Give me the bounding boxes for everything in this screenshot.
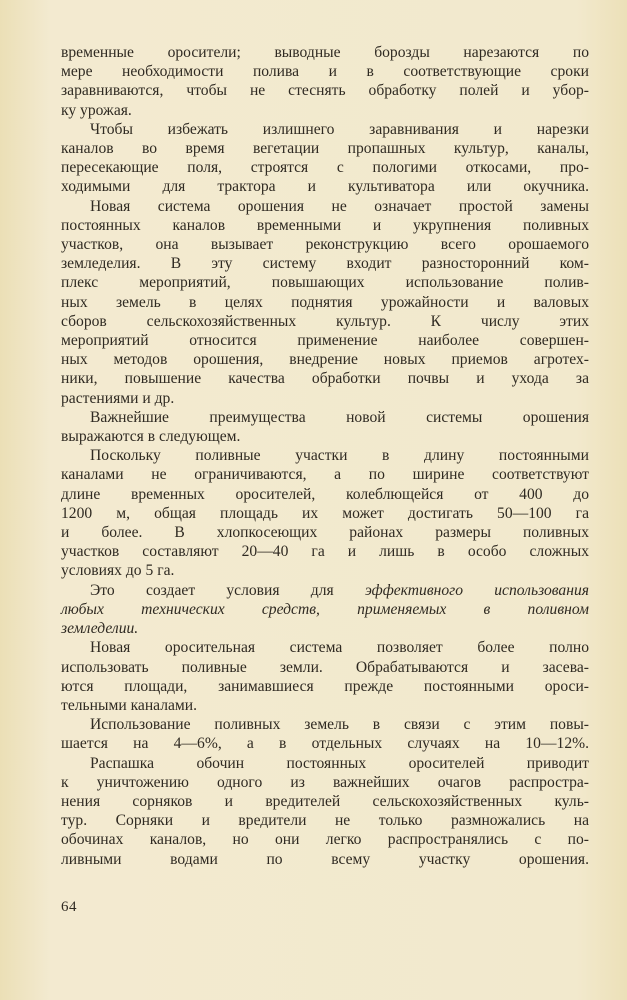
text-line: к уничтожению одного из важнейших очагов распростра- [61,773,589,791]
paragraph-efficient-use [61,581,589,639]
text-line: выражаются в следующем. [61,428,241,446]
text-line: Распашка обочин постоянных оросителей приводит [90,754,589,772]
text-line: временные оросители; выводные борозды нарезаются по [61,44,589,61]
text-line: тельными каналами. [61,696,198,714]
paragraph-increase [61,715,589,753]
text-line: плекс мероприятий, повышающих использование полив- [61,274,589,292]
text-line: сборов сельскохозяйственных культур. К числу этих [61,312,589,330]
text-line: Важнейшие преимущества новой системы орошения [90,408,589,426]
text-line: ных земель в целях поднятия урожайности и валовых [61,293,589,311]
text-line: ются площади, занимавшиеся прежде постоянными ороси- [61,677,589,695]
text-line: каналов во время вегетации пропашных культур, каналы, [61,140,589,158]
text-line: обочинах каналов, но они легко распространялись с по- [61,831,589,849]
text-line: нения сорняков и вредителей сельскохозяйственных куль- [61,792,589,810]
text-line: и более. В хлопкосеющих районах размеры поливных [61,524,589,542]
text-italic: любых технических средств, применяемых в поливном [61,600,589,618]
text-line: каналами не ограничиваются, а по ширине соответствуют [61,466,589,484]
text-line: условиях до 5 га. [61,562,175,580]
text-line [61,581,589,600]
text-line: 1200 м, общая площадь их может достигать 50—100 га [61,504,589,522]
text-line: Поскольку поливные участки в длину постоянными [90,447,589,465]
paragraph-land-use [61,638,589,715]
text-line: Новая система орошения не означает простой замены [90,197,589,215]
text-line: ку урожая. [61,101,132,119]
text-plain: Это создает условия для [90,581,365,599]
text-line: постоянных каналов временными и укрупнения поливных [61,216,589,234]
text-line: ходимыми для трактора и культиватора или окучника. [61,178,589,196]
paragraph-new-system [61,197,589,408]
paragraph-canal-slopes [61,120,589,197]
text-line [61,619,589,638]
text-line: участков, она вызывает реконструкцию всего орошаемого [61,236,589,254]
paragraph-plot-sizes [61,446,589,580]
text-line: мере необходимости полива и в соответствующие сроки [61,63,589,81]
text-line [61,600,589,619]
text-italic: эффективного использования [364,581,589,599]
text-italic: земледелии. [61,620,139,638]
text-line: длине временных оросителей, колеблющейся от 400 до [61,485,589,503]
page-number: 64 [61,899,77,915]
text-line: Чтобы избежать излишнего заравнивания и нарезки [90,120,589,138]
text-line: заравниваются, чтобы не стеснять обработку полей и убор- [61,82,589,100]
text-line: шается на 4—6%, а в отдельных случаях на 10—12%. [61,735,589,753]
text-line: участков составляют 20—40 га и лишь в особо сложных [61,543,589,561]
text-line: мероприятий относится применение наиболее совершен- [61,332,589,350]
text-line: ливными водами по всему участку орошения. [61,850,589,868]
paragraph-advantages [61,408,589,446]
text-line: тур. Сорняки и вредители не только размножались на [61,812,589,830]
paragraph-continuation [61,43,589,120]
text-line: ных методов орошения, внедрение новых приемов агротех- [61,351,589,369]
paragraph-weeds [61,754,589,869]
text-line: Использование поливных земель в связи с этим повы- [90,716,589,734]
text-line: использовать поливные земли. Обрабатываются и засева- [61,658,589,676]
text-line: земледелия. В эту систему входит разносторонний ком- [61,255,589,273]
text-line: Новая оросительная система позволяет более полно [90,639,589,657]
text-line: растениями и др. [61,389,175,407]
text-line: пересекающие поля, строятся с пологими откосами, про- [61,159,589,177]
text-line: ники, повышение качества обработки почвы и ухода за [61,370,589,388]
